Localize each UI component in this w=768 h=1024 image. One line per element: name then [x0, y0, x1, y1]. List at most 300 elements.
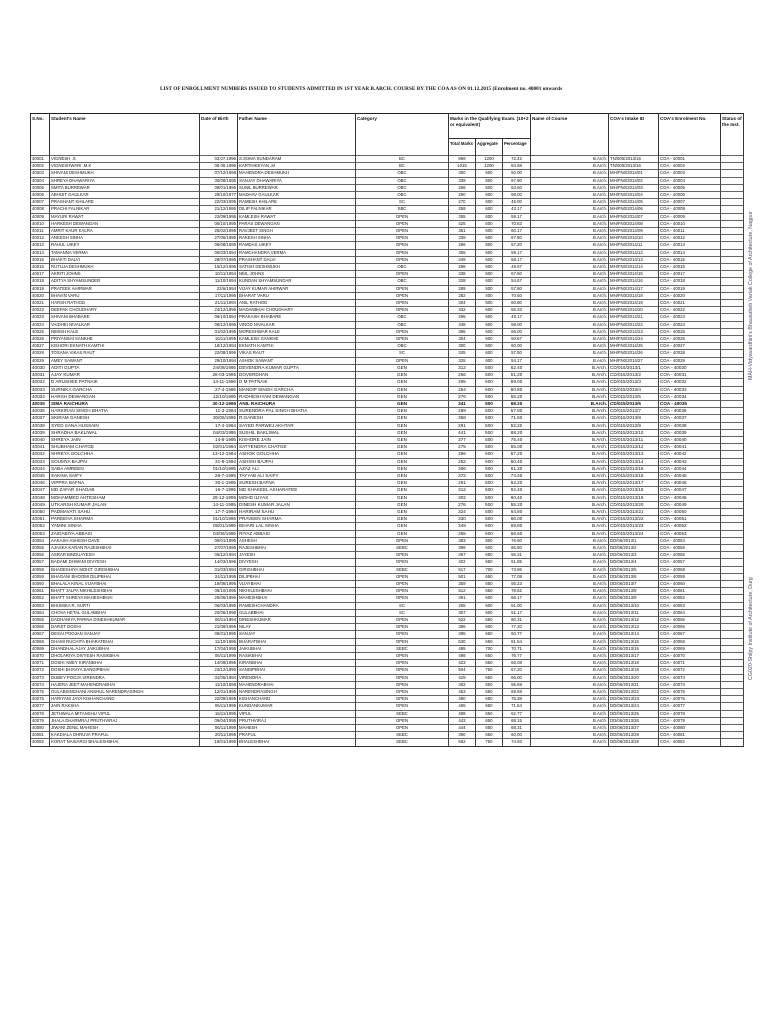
aggregate-cell: 600	[476, 228, 503, 235]
dob-cell: 20/06/1996	[200, 609, 238, 616]
category-cell: GEN	[356, 494, 449, 501]
intake-id-cell: DD/06/2013/24	[609, 703, 659, 710]
status-cell	[721, 415, 744, 422]
intake-id-cell: MH/FN0/2014/17	[609, 285, 659, 292]
student-name-cell: PRATEEK AHIRWAR	[50, 285, 200, 292]
intake-id-cell: CD/015/2013/11	[609, 436, 659, 443]
table-row	[31, 472, 744, 479]
intake-id-cell: MH/FN0/2014/09	[609, 228, 659, 235]
table-row	[31, 300, 744, 307]
dob-cell: 08.08.1996	[200, 163, 238, 170]
sno-cell: 40023	[31, 314, 50, 321]
total-marks-cell: 286	[449, 451, 476, 458]
table-row	[31, 508, 744, 515]
category-cell: OPEN	[356, 552, 449, 559]
father-name-cell: KISHANCHAND	[238, 696, 356, 703]
percentage-cell: 69.80	[503, 523, 531, 530]
intake-id-cell: DD/06/2013/13	[609, 624, 659, 631]
aggregate-cell: 650	[476, 732, 503, 739]
dob-cell: 06/10/1994	[200, 314, 238, 321]
table-row	[31, 278, 744, 285]
percentage-cell: 55.20	[503, 393, 531, 400]
category-cell: OPEN	[356, 242, 449, 249]
category-cell: GEN	[356, 444, 449, 451]
intake-id-cell: MH/FN0/2014/06	[609, 206, 659, 213]
percentage-cell: 77.20	[503, 624, 531, 631]
course-cell: B.Arch.	[531, 422, 609, 429]
father-name-cell: BHALESHBHAI	[238, 739, 356, 746]
intake-id-cell: DD/06/2013/29	[609, 739, 659, 746]
table-row	[31, 638, 744, 645]
enrolment-no-cell: COA - 40075	[659, 689, 721, 696]
father-name-cell: VIRENDRA	[238, 674, 356, 681]
dob-cell: 26-7-1995	[200, 472, 238, 479]
category-cell: OPEN	[356, 292, 449, 299]
sno-cell: 40063	[31, 602, 50, 609]
table-row	[31, 566, 744, 573]
sno-cell: 40043	[31, 458, 50, 465]
course-cell: B.Arch.	[531, 624, 609, 631]
dob-cell: 29/10/1994	[200, 357, 238, 364]
intake-id-cell: DD/06/2013/14	[609, 631, 659, 638]
category-cell: OPEN	[356, 696, 449, 703]
dob-cell: 22/03/1995	[200, 199, 238, 206]
category-cell: OPEN	[356, 357, 449, 364]
category-cell: GEN	[356, 472, 449, 479]
percentage-cell: 59.17	[503, 249, 531, 256]
aggregate-cell: 700	[476, 645, 503, 652]
status-cell	[721, 458, 744, 465]
status-cell	[721, 617, 744, 624]
student-name-cell: RAHUL UIKEY	[50, 242, 200, 249]
enrolment-no-cell: COA - 40073	[659, 674, 721, 681]
intake-id-cell: DD/06/2013/27	[609, 725, 659, 732]
status-cell	[721, 357, 744, 364]
sno-cell: 40022	[31, 307, 50, 314]
sno-cell: 40004	[31, 177, 50, 184]
category-cell: OPEN	[356, 653, 449, 660]
father-name-cell: MAHESH	[238, 725, 356, 732]
enrolment-no-cell: COA - 40069	[659, 645, 721, 652]
percentage-cell: 55.00	[503, 444, 531, 451]
table-row	[31, 602, 744, 609]
intake-id-cell: DD/06/2013/5	[609, 566, 659, 573]
status-cell	[721, 235, 744, 242]
total-marks-cell: 261	[449, 480, 476, 487]
percentage-cell: 51.20	[503, 372, 531, 379]
intake-id-cell: DD/06/2013/16	[609, 645, 659, 652]
intake-id-cell: MH/FN0/2014/03	[609, 184, 659, 191]
dob-cell: 28/07/1995	[200, 256, 238, 263]
enrolment-no-cell: COA - 40006	[659, 192, 721, 199]
sno-cell: 40002	[31, 163, 50, 170]
student-name-cell: PADMAVATI SAHU	[50, 508, 200, 515]
category-cell: GEN	[356, 451, 449, 458]
percentage-cell: 60.17	[503, 228, 531, 235]
aggregate-cell: 500	[476, 523, 503, 530]
status-cell	[721, 501, 744, 508]
sno-cell: 40047	[31, 487, 50, 494]
dob-cell: 14-11-1996	[200, 379, 238, 386]
aggregate-cell: 750	[476, 739, 503, 746]
aggregate-cell: 500	[476, 458, 503, 465]
enrolment-no-cell: COA - 40059	[659, 573, 721, 580]
table-row	[31, 393, 744, 400]
status-cell	[721, 170, 744, 177]
student-name-cell: SHIVANI BHABARE	[50, 314, 200, 321]
table-row	[31, 285, 744, 292]
sno-cell: 40035	[31, 400, 50, 407]
total-marks-cell: 372	[449, 472, 476, 479]
father-name-cell: R.GANESH	[238, 415, 356, 422]
percentage-cell: 74.40	[503, 472, 531, 479]
total-marks-cell: 443	[449, 717, 476, 724]
enrolment-no-cell: COA - 40054	[659, 537, 721, 544]
percentage-cell: 49.17	[503, 314, 531, 321]
enrolment-no-cell: COA - 40026	[659, 336, 721, 343]
dob-cell: 30-1-1995	[200, 480, 238, 487]
total-marks-cell: 361	[449, 228, 476, 235]
total-marks-cell: 270	[449, 199, 476, 206]
category-cell: GEN	[356, 372, 449, 379]
aggregate-cell: 600	[476, 314, 503, 321]
aggregate-cell: 650	[476, 588, 503, 595]
status-cell	[721, 487, 744, 494]
enrolment-no-cell: COA - 40008	[659, 206, 721, 213]
father-name-cell: RAMCHANDRA VERMA	[238, 249, 356, 256]
dob-cell: 29/10/1977	[200, 192, 238, 199]
father-name-cell: RAKESH SINHA	[238, 235, 356, 242]
father-name-cell: RAMDAS UIKEY	[238, 242, 356, 249]
enrolment-no-cell: COA - 40030	[659, 364, 721, 371]
dob-cell: 12/10/1995	[200, 393, 238, 400]
course-cell: B.Arch.	[531, 501, 609, 508]
table-row	[31, 530, 744, 537]
course-cell: B.Arch.	[531, 228, 609, 235]
aggregate-cell: 650	[476, 580, 503, 587]
table-row	[31, 256, 744, 263]
sno-cell: 40011	[31, 228, 50, 235]
total-marks-cell: 276	[449, 501, 476, 508]
status-cell	[721, 674, 744, 681]
student-name-cell: DARJIT DOSHI	[50, 624, 200, 631]
status-cell	[721, 681, 744, 688]
aggregate-cell: 500	[476, 379, 503, 386]
sno-cell: 40046	[31, 480, 50, 487]
sno-cell: 40044	[31, 465, 50, 472]
dob-cell: 13-12-1994	[200, 451, 238, 458]
father-name-cell: VIPUL	[238, 710, 356, 717]
category-cell: OPEN	[356, 249, 449, 256]
course-cell: B.Arch.	[531, 314, 609, 321]
course-cell: B.Arch.	[531, 480, 609, 487]
sno-cell: 40012	[31, 235, 50, 242]
enrolment-no-cell: COA - 40043	[659, 458, 721, 465]
category-cell: OPEN	[356, 213, 449, 220]
category-cell: GEN	[356, 530, 449, 537]
student-name-cell: SKIRAM GANESH	[50, 415, 200, 422]
aggregate-cell: 600	[476, 307, 503, 314]
category-cell: OBC	[356, 184, 449, 191]
percentage-cell: 56.31	[503, 552, 531, 559]
father-name-cell: SAYED PARWEJ AKHTAR	[238, 422, 356, 429]
percentage-cell: 52.20	[503, 480, 531, 487]
sno-cell: 40019	[31, 285, 50, 292]
total-marks-cell: 396	[449, 328, 476, 335]
status-cell	[721, 400, 744, 407]
percentage-cell: 69.69	[503, 689, 531, 696]
aggregate-cell: 500	[476, 400, 503, 407]
percentage-cell: 60.77	[503, 631, 531, 638]
intake-id-cell: MH/FN0/2014/20	[609, 307, 659, 314]
total-marks-cell: 395	[449, 631, 476, 638]
enrolment-no-cell: COA - 40076	[659, 696, 721, 703]
percentage-cell: 72.42	[503, 156, 531, 163]
status-cell	[721, 559, 744, 566]
sno-cell: 40079	[31, 717, 50, 724]
total-marks-cell: 259	[449, 206, 476, 213]
status-cell	[721, 595, 744, 602]
father-name-cell: RAJESHBHAI	[238, 544, 356, 551]
father-name-cell: PRAKASH BHABARE	[238, 314, 356, 321]
percentage-cell: 68.20	[503, 400, 531, 407]
enrolment-no-cell: COA - 40041	[659, 444, 721, 451]
total-marks-cell: 306	[449, 465, 476, 472]
enrolment-no-cell: COA - 40074	[659, 681, 721, 688]
status-cell	[721, 494, 744, 501]
enrolment-no-cell: COA - 40064	[659, 609, 721, 616]
header-percentage: Percentage	[503, 139, 531, 156]
aggregate-cell: 650	[476, 674, 503, 681]
student-name-cell: DADHANIYA PARINA DINESHKUMAR	[50, 617, 200, 624]
sno-cell: 40007	[31, 199, 50, 206]
father-name-cell: KISHORE JAIN	[238, 436, 356, 443]
aggregate-cell: 650	[476, 573, 503, 580]
student-name-cell: SABA AMREEN	[50, 465, 200, 472]
status-cell	[721, 271, 744, 278]
total-marks-cell: 465	[449, 703, 476, 710]
aggregate-cell: 600	[476, 321, 503, 328]
student-name-cell: AAKASH ASHESH DAVE	[50, 537, 200, 544]
dob-cell: 17/04/1995	[200, 645, 238, 652]
category-cell: OPEN	[356, 703, 449, 710]
sno-cell: 40077	[31, 703, 50, 710]
aggregate-cell: 650	[476, 725, 503, 732]
student-name-cell: HARSH DEWANGAN	[50, 393, 200, 400]
table-row	[31, 710, 744, 717]
enrolment-no-cell: COA - 40058	[659, 566, 721, 573]
intake-id-cell: MH/FN0/2014/11	[609, 242, 659, 249]
total-marks-cell: 255	[449, 602, 476, 609]
intake-id-cell: MH/FN0/2014/22	[609, 321, 659, 328]
sno-cell: 40070	[31, 653, 50, 660]
category-cell: GEN	[356, 400, 449, 407]
student-name-cell: AKRITI JOHNS	[50, 271, 200, 278]
enrolment-no-cell: COA - 40038	[659, 422, 721, 429]
sno-cell: 40029	[31, 357, 50, 364]
category-cell: GEN	[356, 429, 449, 436]
table-header-row	[31, 114, 744, 139]
dob-cell: 30/05/1995	[200, 415, 238, 422]
course-cell: B.Arch.	[531, 717, 609, 724]
father-name-cell: VIJAYBHAI	[238, 580, 356, 587]
percentage-cell: 76.60	[503, 537, 531, 544]
aggregate-cell: 500	[476, 364, 503, 371]
enrolment-no-cell: COA - 40029	[659, 357, 721, 364]
sno-cell: 40069	[31, 645, 50, 652]
aggregate-cell: 500	[476, 372, 503, 379]
header-father-name: Father Name	[238, 114, 356, 156]
aggregate-cell: 600	[476, 256, 503, 263]
table-row	[31, 653, 744, 660]
dob-cell: 06/11/1994	[200, 617, 238, 624]
father-name-cell: NEIL JOHNS	[238, 271, 356, 278]
student-name-cell: SHUBHAM CHATGE	[50, 444, 200, 451]
dob-cell: 14/09/1995	[200, 660, 238, 667]
percentage-cell: 57.20	[503, 451, 531, 458]
sno-cell: 40082	[31, 739, 50, 746]
table-row	[31, 674, 744, 681]
total-marks-cell: 324	[449, 508, 476, 515]
sno-cell: 40049	[31, 501, 50, 508]
course-cell: B.Arch.	[531, 357, 609, 364]
category-cell: OPEN	[356, 285, 449, 292]
percentage-cell: 61.85	[503, 559, 531, 566]
dob-cell: 06/03/1994	[200, 249, 238, 256]
aggregate-cell: 600	[476, 278, 503, 285]
student-name-cell: SHREYA DHAWARIYA	[50, 177, 200, 184]
category-cell: SEBC	[356, 710, 449, 717]
category-cell: OPEN	[356, 580, 449, 587]
intake-id-cell: CD/015/2013/22	[609, 516, 659, 523]
student-name-cell: DHANDHAL AJAY JAIKUBHAI	[50, 645, 200, 652]
course-cell: B.Arch.	[531, 156, 609, 163]
status-cell	[721, 480, 744, 487]
total-marks-cell: 252	[449, 458, 476, 465]
percentage-cell: 52.20	[503, 422, 531, 429]
enrolment-no-cell: COA - 40016	[659, 264, 721, 271]
course-cell: B.Arch.	[531, 465, 609, 472]
percentage-cell: 70.71	[503, 645, 531, 652]
status-cell	[721, 696, 744, 703]
aggregate-cell: 650	[476, 710, 503, 717]
sno-cell: 40059	[31, 573, 50, 580]
total-marks-cell: 355	[449, 530, 476, 537]
dob-cell: 10/11/1994	[200, 271, 238, 278]
category-cell: SEBC	[356, 739, 449, 746]
father-name-cell: PRAFUL	[238, 732, 356, 739]
enrolment-no-cell: COA - 40082	[659, 739, 721, 746]
intake-id-cell: CD/015/2013/13	[609, 451, 659, 458]
sno-cell: 40076	[31, 696, 50, 703]
enrolment-no-cell: COA - 40047	[659, 487, 721, 494]
total-marks-cell: 349	[449, 523, 476, 530]
enrolment-no-cell: COA - 40044	[659, 465, 721, 472]
status-cell	[721, 602, 744, 609]
percentage-cell: 45.00	[503, 199, 531, 206]
sno-cell: 40005	[31, 184, 50, 191]
category-cell: BC	[356, 163, 449, 170]
course-cell: B.Arch.	[531, 372, 609, 379]
percentage-cell: 62.77	[503, 710, 531, 717]
enrolment-no-cell: COA - 40013	[659, 242, 721, 249]
father-name-cell: VIJAY KUMAR AHIRWAR	[238, 285, 356, 292]
total-marks-cell: 501	[449, 573, 476, 580]
sno-cell: 40061	[31, 588, 50, 595]
sno-cell: 40006	[31, 192, 50, 199]
status-cell	[721, 465, 744, 472]
student-name-cell: JAIN RAKSHA	[50, 703, 200, 710]
intake-id-cell: CD/015/2013/23	[609, 523, 659, 530]
percentage-cell: 78.62	[503, 588, 531, 595]
aggregate-cell: 500	[476, 192, 503, 199]
table-row	[31, 573, 744, 580]
table-row	[31, 696, 744, 703]
intake-id-cell: DD/06/2013/15	[609, 638, 659, 645]
student-name-cell: ZAIDABIYA ABBASI	[50, 530, 200, 537]
status-cell	[721, 336, 744, 343]
total-marks-cell: 390	[449, 732, 476, 739]
student-name-cell: SHREYA JAIN	[50, 436, 200, 443]
course-cell: B.Arch.	[531, 660, 609, 667]
course-cell: B.Arch.	[531, 602, 609, 609]
aggregate-cell: 600	[476, 249, 503, 256]
aggregate-cell: 500	[476, 516, 503, 523]
intake-id-cell: MH/FN0/2014/16	[609, 278, 659, 285]
total-marks-cell: 362	[449, 681, 476, 688]
enrolment-no-cell: COA - 40062	[659, 595, 721, 602]
total-marks-cell: 1015	[449, 163, 476, 170]
percentage-cell: 54.67	[503, 278, 531, 285]
dob-cell: 22/09/1995	[200, 213, 238, 220]
category-cell: GEN	[356, 487, 449, 494]
category-cell: OPEN	[356, 631, 449, 638]
sno-cell: 40074	[31, 681, 50, 688]
category-cell: GEN	[356, 436, 449, 443]
category-cell: OPEN	[356, 256, 449, 263]
intake-id-cell: DD/06/2013/17	[609, 653, 659, 660]
category-cell: GEN	[356, 501, 449, 508]
father-name-cell: SURENDRA PAL SINGH BHATIA	[238, 408, 356, 415]
intake-id-cell: DD/06/2013/20	[609, 674, 659, 681]
total-marks-cell: 289	[449, 285, 476, 292]
enrolment-no-cell: COA - 40040	[659, 436, 721, 443]
student-name-cell: ADITI GUPTA	[50, 364, 200, 371]
intake-id-cell: CD/015/2013/14	[609, 458, 659, 465]
course-cell: B.Arch.	[531, 696, 609, 703]
percentage-cell: 57.20	[503, 242, 531, 249]
total-marks-cell: 298	[449, 264, 476, 271]
percentage-cell: 88.20	[503, 429, 531, 436]
enrolment-no-cell: COA - 40066	[659, 624, 721, 631]
table-row	[31, 357, 744, 364]
aggregate-cell: 650	[476, 617, 503, 624]
father-name-cell: MORESHWAR KALE	[238, 328, 356, 335]
total-marks-cell: 328	[449, 278, 476, 285]
course-cell: B.Arch.	[531, 739, 609, 746]
sno-cell: 40050	[31, 508, 50, 515]
dob-cell: 21/12/1995	[200, 206, 238, 213]
dob-cell: 05/01/1995	[200, 523, 238, 530]
intake-id-cell: CD/015/2013/15	[609, 465, 659, 472]
intake-id-cell: MH/FN0/2014/27	[609, 357, 659, 364]
total-marks-cell: 276	[449, 393, 476, 400]
status-cell	[721, 472, 744, 479]
sno-cell: 40056	[31, 552, 50, 559]
intake-id-cell: CD/015/2013/4	[609, 386, 659, 393]
father-name-cell: PARAS DEWANGAN	[238, 220, 356, 227]
table-row	[31, 617, 744, 624]
